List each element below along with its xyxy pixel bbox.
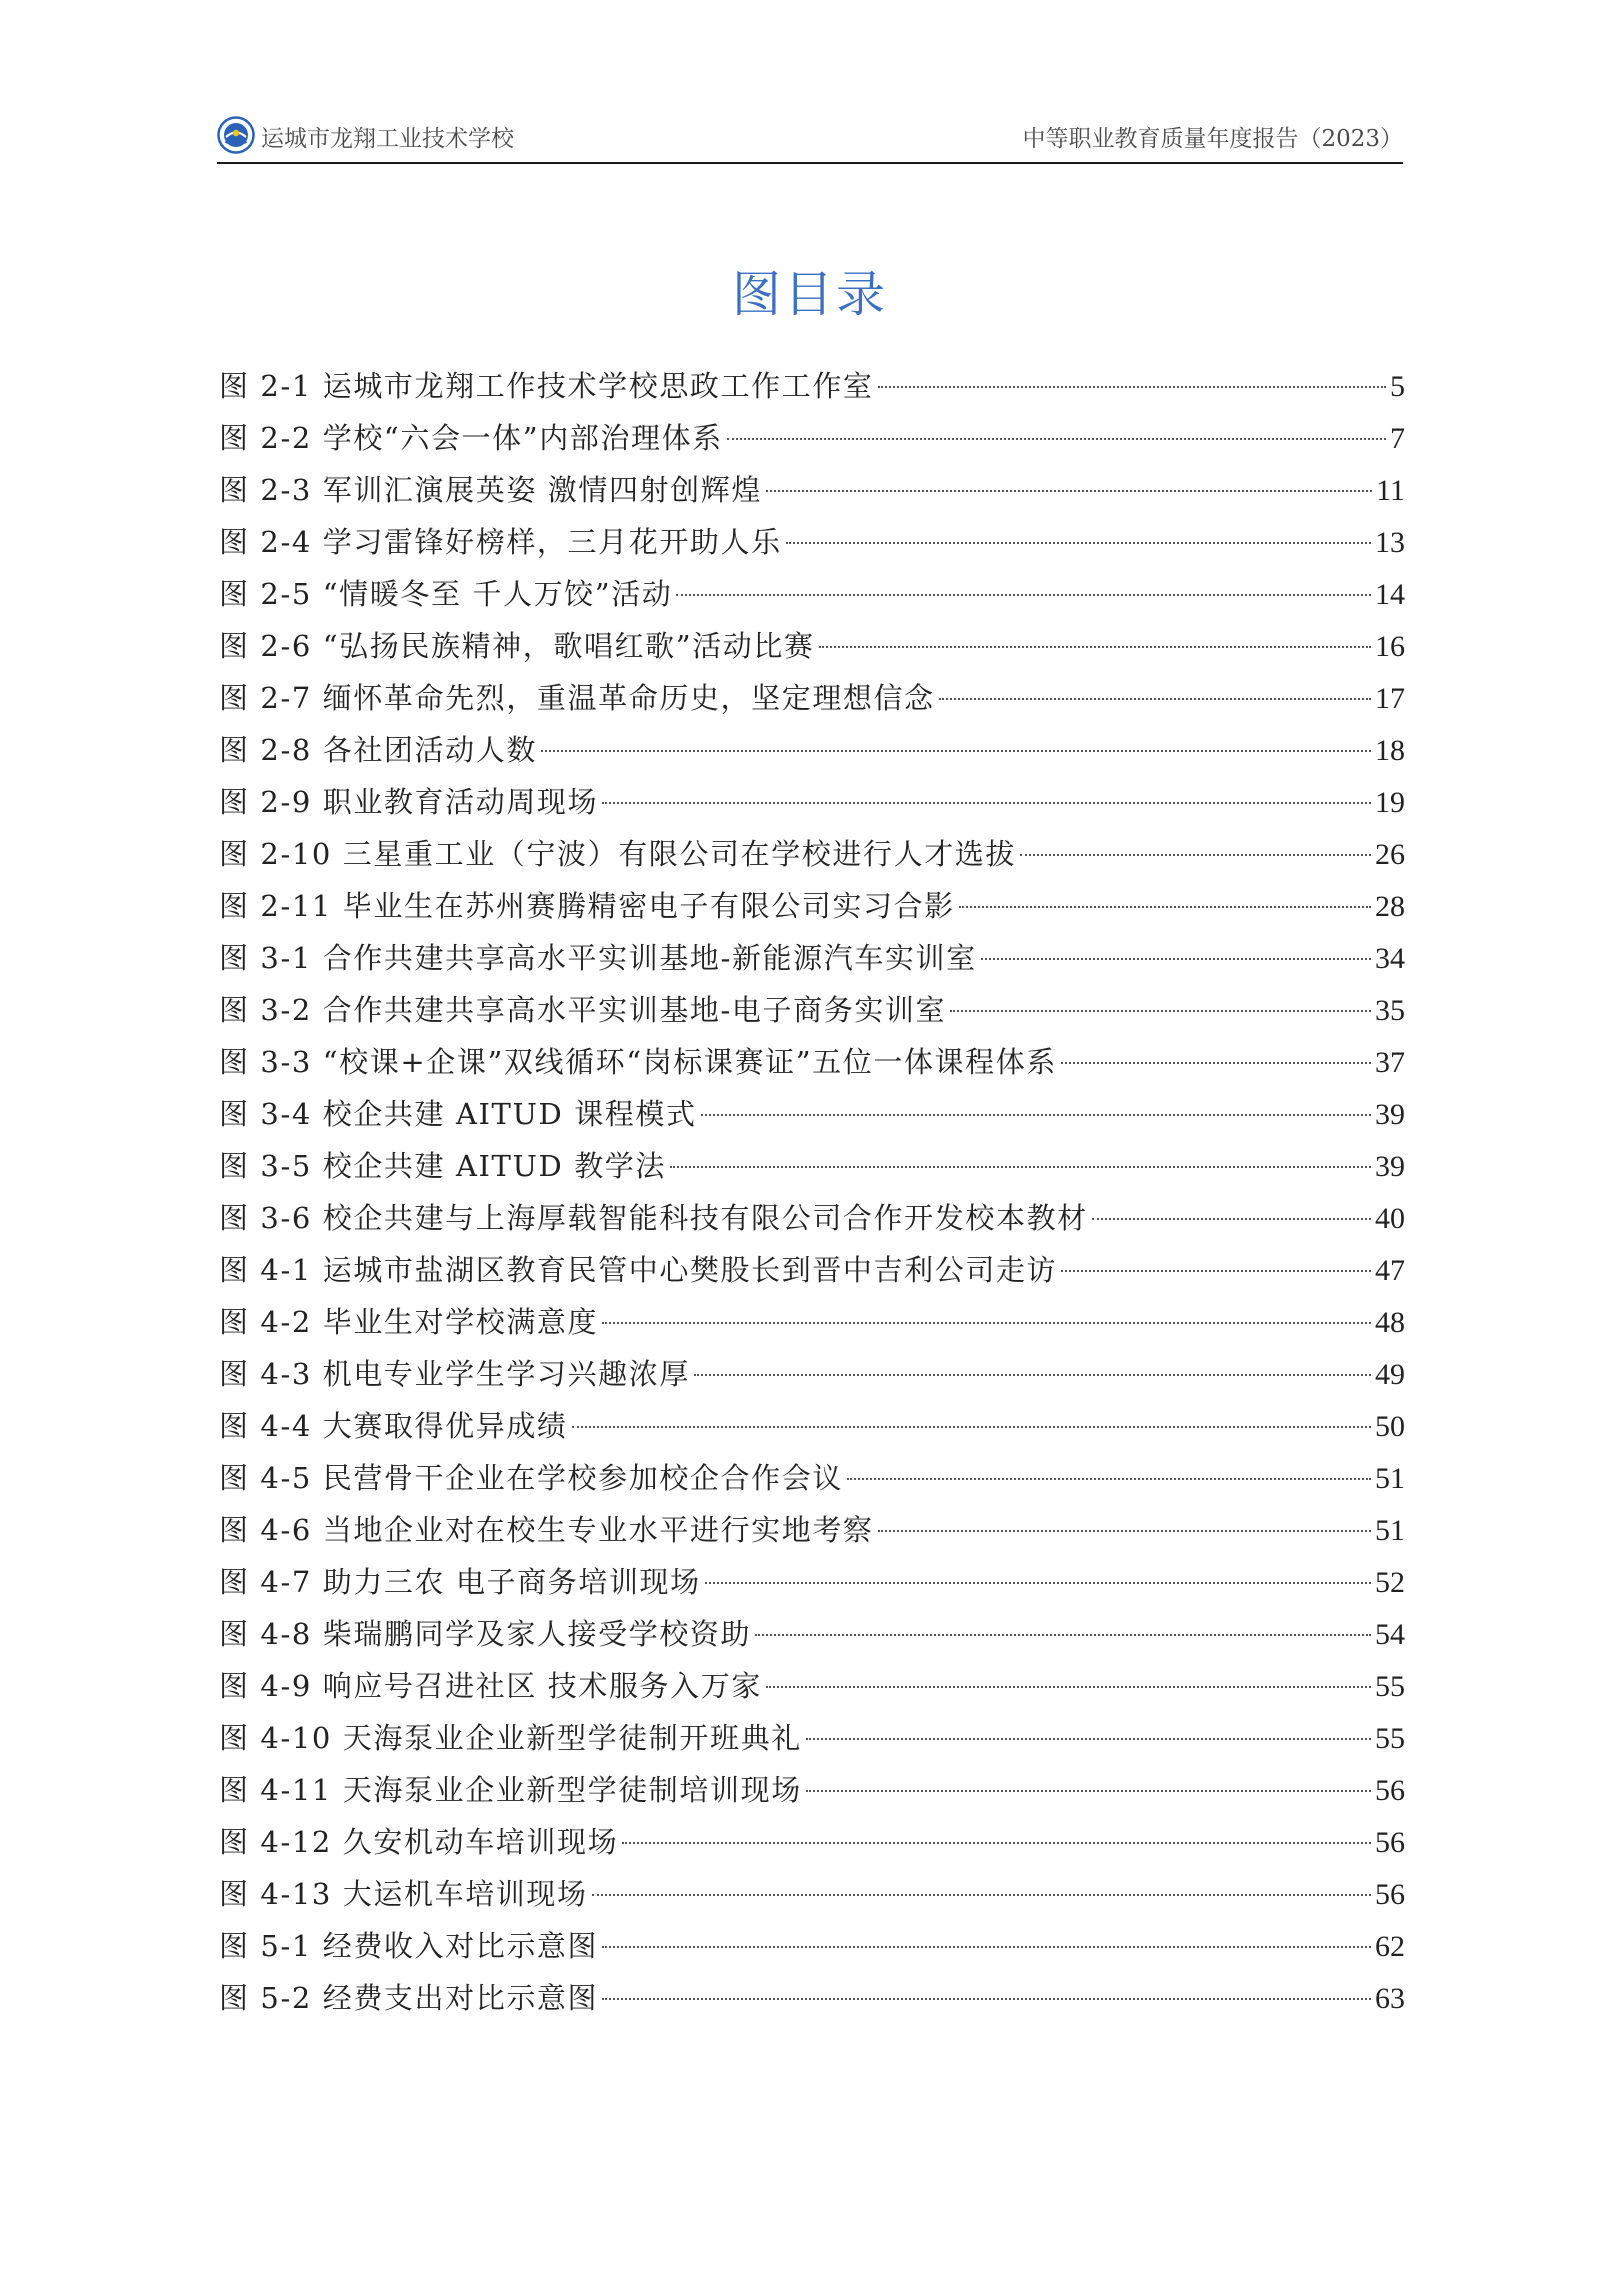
toc-entry-page: 50 (1375, 1410, 1405, 1443)
toc-entry-label: 图 3-1 合作共建共享高水平实训基地-新能源汽车实训室 (219, 941, 977, 975)
toc-entry-label: 图 4-3 机电专业学生学习兴趣浓厚 (219, 1357, 690, 1391)
toc-entry-page: 14 (1375, 578, 1405, 611)
toc-entry[interactable] (219, 1452, 1405, 1504)
toc-entry-label: 图 2-3 军训汇演展英姿 激情四射创辉煌 (219, 473, 762, 507)
figure-list (219, 360, 1405, 2024)
toc-entry-label: 图 4-4 大赛取得优异成绩 (219, 1409, 568, 1443)
toc-entry-page: 47 (1375, 1254, 1405, 1287)
toc-entry[interactable] (219, 620, 1405, 672)
dot-leader (766, 490, 1372, 492)
school-name: 运城市龙翔工业技术学校 (261, 126, 514, 152)
toc-entry-label: 图 2-10 三星重工业（宁波）有限公司在学校进行人才选拔 (219, 837, 1016, 871)
toc-entry-label: 图 3-6 校企共建与上海厚载智能科技有限公司合作开发校本教材 (219, 1201, 1088, 1235)
dot-leader (1020, 854, 1371, 856)
toc-entry-page: 56 (1375, 1774, 1405, 1807)
dot-leader (676, 594, 1371, 596)
dot-leader (786, 542, 1371, 544)
toc-entry[interactable] (219, 1400, 1405, 1452)
dot-leader (847, 1478, 1371, 1480)
toc-entry-page: 28 (1375, 890, 1405, 923)
dot-leader (1061, 1062, 1371, 1064)
dot-leader (622, 1842, 1371, 1844)
toc-entry-page: 19 (1375, 786, 1405, 819)
toc-entry[interactable] (219, 1868, 1405, 1920)
toc-entry-page: 54 (1375, 1618, 1405, 1651)
toc-entry[interactable] (219, 1608, 1405, 1660)
dot-leader (701, 1114, 1371, 1116)
toc-entry[interactable] (219, 1348, 1405, 1400)
toc-entry[interactable] (219, 1920, 1405, 1972)
toc-entry-label: 图 4-6 当地企业对在校生专业水平进行实地考察 (219, 1513, 874, 1547)
toc-entry[interactable] (219, 1764, 1405, 1816)
dot-leader (939, 698, 1371, 700)
toc-entry[interactable] (219, 880, 1405, 932)
dot-leader (878, 1530, 1371, 1532)
dot-leader (981, 958, 1371, 960)
dot-leader (1092, 1218, 1371, 1220)
toc-entry-page: 56 (1375, 1826, 1405, 1859)
toc-entry-label: 图 2-5 “情暖冬至 千人万饺”活动 (219, 577, 673, 611)
school-logo-icon (217, 116, 255, 154)
toc-entry[interactable] (219, 1192, 1405, 1244)
toc-entry[interactable] (219, 1140, 1405, 1192)
toc-entry-page: 34 (1375, 942, 1405, 975)
toc-entry-label: 图 4-11 天海泵业企业新型学徒制培训现场 (219, 1773, 802, 1807)
toc-entry-page: 63 (1375, 1982, 1405, 2015)
toc-entry-label: 图 4-13 大运机车培训现场 (219, 1877, 588, 1911)
toc-entry-page: 37 (1375, 1046, 1405, 1079)
toc-entry[interactable] (219, 1036, 1405, 1088)
toc-entry-label: 图 3-4 校企共建 AITUD 课程模式 (219, 1097, 697, 1131)
dot-leader (602, 802, 1371, 804)
toc-entry-label: 图 4-7 助力三农 电子商务培训现场 (219, 1565, 701, 1599)
toc-entry[interactable] (219, 516, 1405, 568)
toc-entry-label: 图 2-11 毕业生在苏州赛腾精密电子有限公司实习合影 (219, 889, 955, 923)
toc-entry-label: 图 2-1 运城市龙翔工作技术学校思政工作工作室 (219, 369, 874, 403)
toc-entry-label: 图 5-2 经费支出对比示意图 (219, 1981, 599, 2015)
dot-leader (670, 1166, 1371, 1168)
page-header (217, 112, 1403, 164)
toc-entry-page: 48 (1375, 1306, 1405, 1339)
toc-entry-label: 图 3-3 “校课+企课”双线循环“岗标课赛证”五位一体课程体系 (219, 1045, 1057, 1079)
toc-entry-label: 图 4-10 天海泵业企业新型学徒制开班典礼 (219, 1721, 802, 1755)
dot-leader (806, 1738, 1371, 1740)
toc-entry[interactable] (219, 1504, 1405, 1556)
toc-entry-page: 35 (1375, 994, 1405, 1027)
report-title: 中等职业教育质量年度报告（2023） (1022, 126, 1403, 152)
toc-entry-page: 51 (1375, 1462, 1405, 1495)
toc-entry-label: 图 2-6 “弘扬民族精神，歌唱红歌”活动比赛 (219, 629, 815, 663)
toc-entry-label: 图 4-9 响应号召进社区 技术服务入万家 (219, 1669, 762, 1703)
dot-leader (572, 1426, 1371, 1428)
toc-entry-page: 26 (1375, 838, 1405, 871)
toc-entry-page: 39 (1375, 1150, 1405, 1183)
toc-entry-page: 49 (1375, 1358, 1405, 1391)
dot-leader (705, 1582, 1371, 1584)
toc-entry[interactable] (219, 932, 1405, 984)
dot-leader (766, 1686, 1371, 1688)
toc-entry-page: 7 (1390, 422, 1405, 455)
toc-entry[interactable] (219, 1660, 1405, 1712)
toc-entry[interactable] (219, 672, 1405, 724)
toc-entry-label: 图 2-8 各社团活动人数 (219, 733, 537, 767)
toc-entry[interactable] (219, 984, 1405, 1036)
toc-entry[interactable] (219, 828, 1405, 880)
toc-entry-label: 图 4-5 民营骨干企业在学校参加校企合作会议 (219, 1461, 843, 1495)
toc-entry-label: 图 5-1 经费收入对比示意图 (219, 1929, 599, 1963)
toc-entry-page: 18 (1375, 734, 1405, 767)
dot-leader (959, 906, 1371, 908)
toc-entry-page: 17 (1375, 682, 1405, 715)
toc-entry-page: 13 (1375, 526, 1405, 559)
toc-entry-page: 39 (1375, 1098, 1405, 1131)
toc-entry-page: 40 (1375, 1202, 1405, 1235)
toc-entry-page: 51 (1375, 1514, 1405, 1547)
toc-entry[interactable] (219, 724, 1405, 776)
toc-entry-label: 图 4-8 柴瑞鹏同学及家人接受学校资助 (219, 1617, 752, 1651)
dot-leader (878, 386, 1386, 388)
dot-leader (592, 1894, 1371, 1896)
toc-entry[interactable] (219, 1972, 1405, 2024)
dot-leader (602, 1998, 1371, 2000)
toc-entry-label: 图 4-12 久安机动车培训现场 (219, 1825, 619, 1859)
toc-entry[interactable] (219, 412, 1405, 464)
toc-entry[interactable] (219, 1556, 1405, 1608)
toc-entry[interactable] (219, 360, 1405, 412)
toc-entry-label: 图 4-2 毕业生对学校满意度 (219, 1305, 599, 1339)
toc-entry-label: 图 2-2 学校“六会一体”内部治理体系 (219, 421, 723, 455)
toc-heading: 图目录 (731, 266, 888, 323)
toc-entry[interactable] (219, 1816, 1405, 1868)
toc-entry-label: 图 2-9 职业教育活动周现场 (219, 785, 599, 819)
dot-leader (602, 1946, 1371, 1948)
toc-entry[interactable] (219, 568, 1405, 620)
dot-leader (950, 1010, 1371, 1012)
dot-leader (755, 1634, 1371, 1636)
toc-entry-page: 62 (1375, 1930, 1405, 1963)
toc-entry-label: 图 3-5 校企共建 AITUD 教学法 (219, 1149, 667, 1183)
toc-entry-page: 11 (1376, 474, 1405, 507)
toc-entry-label: 图 3-2 合作共建共享高水平实训基地-电子商务实训室 (219, 993, 947, 1027)
dot-leader (727, 438, 1386, 440)
toc-entry-label: 图 2-7 缅怀革命先烈，重温革命历史，坚定理想信念 (219, 681, 935, 715)
toc-entry[interactable] (219, 1244, 1405, 1296)
toc-entry[interactable] (219, 464, 1405, 516)
toc-entry-page: 16 (1375, 630, 1405, 663)
toc-entry[interactable] (219, 1088, 1405, 1140)
toc-entry-label: 图 4-1 运城市盐湖区教育民管中心樊股长到晋中吉利公司走访 (219, 1253, 1058, 1287)
toc-entry-page: 5 (1390, 370, 1405, 403)
dot-leader (819, 646, 1371, 648)
toc-entry-label: 图 2-4 学习雷锋好榜样，三月花开助人乐 (219, 525, 782, 559)
toc-entry-page: 55 (1375, 1722, 1405, 1755)
toc-entry-page: 55 (1375, 1670, 1405, 1703)
toc-entry-page: 52 (1375, 1566, 1405, 1599)
dot-leader (1061, 1270, 1371, 1272)
toc-entry[interactable] (219, 1296, 1405, 1348)
toc-entry[interactable] (219, 776, 1405, 828)
dot-leader (602, 1322, 1371, 1324)
toc-entry-page: 56 (1375, 1878, 1405, 1911)
dot-leader (694, 1374, 1371, 1376)
toc-entry[interactable] (219, 1712, 1405, 1764)
dot-leader (806, 1790, 1371, 1792)
dot-leader (541, 750, 1371, 752)
